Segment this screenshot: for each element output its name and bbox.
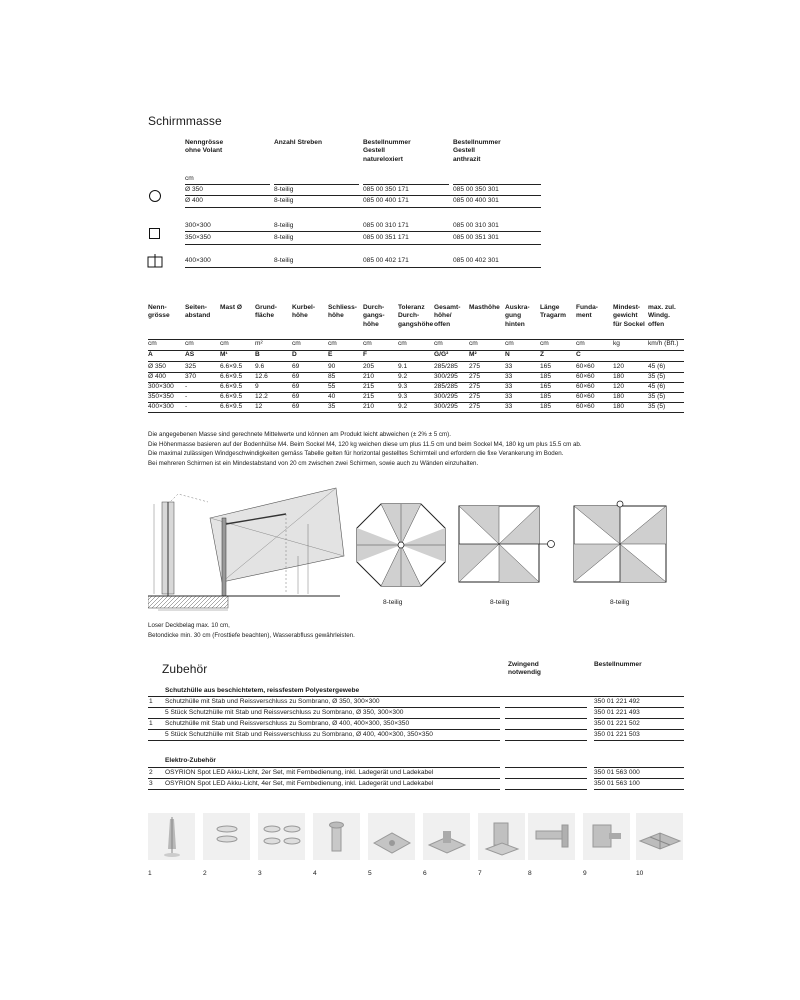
spec-header: Mast Ø (220, 304, 242, 311)
spec-cell: 350×350 (148, 393, 174, 400)
spec-cell: 60×60 (576, 393, 595, 400)
unit-cm: cm (185, 175, 194, 182)
order-anth-cell: 085 00 310 301 (453, 222, 499, 229)
rule (505, 767, 587, 768)
spec-cell: 60×60 (576, 383, 595, 390)
round-shape-icon (149, 190, 161, 202)
octagon-round-diagram (352, 498, 450, 592)
spec-header: Durch- gangs- höhe (363, 304, 385, 328)
spec-cell: 180 (613, 393, 625, 400)
rule (148, 778, 500, 779)
spec-cell: 33 (505, 373, 513, 380)
thumbnail-number: 1 (148, 870, 152, 877)
spec-cell: 275 (469, 383, 481, 390)
order-nat-cell: 085 00 402 171 (363, 257, 409, 264)
accessory-description: 5 Stück Schutzhülle mit Stab und Reissverschluss zu Sombrano, Ø 350, 300×300 (165, 709, 404, 716)
rule (185, 207, 541, 208)
size-cell: 350×350 (185, 234, 211, 241)
spec-unit: cm (292, 340, 301, 347)
rule (505, 729, 587, 730)
spec-header: Gesamt- höhe/ offen (434, 304, 461, 328)
spec-unit: cm (540, 340, 549, 347)
spec-cell: - (185, 403, 188, 410)
spec-cell: 6.6×9.5 (220, 383, 243, 390)
section-title-schirmmasse: Schirmmasse (148, 114, 222, 128)
spec-unit: cm (185, 340, 194, 347)
accessory-image (258, 813, 305, 860)
spec-header: Grund- fläche (255, 304, 277, 320)
rule (505, 789, 587, 790)
accessory-number: 1 (149, 720, 153, 727)
rule (148, 350, 684, 351)
spec-cell: - (185, 383, 188, 390)
struts-cell: 8-teilig (274, 186, 294, 193)
spec-cell: 6.6×9.5 (220, 403, 243, 410)
spec-cell: 69 (292, 393, 300, 400)
order-anth-cell: 085 00 402 301 (453, 257, 499, 264)
spec-cell: 45 (6) (648, 383, 666, 390)
spec-cell: 45 (6) (648, 363, 666, 370)
order-anth-cell: 085 00 400 301 (453, 197, 499, 204)
spec-cell: 120 (613, 363, 625, 370)
spec-cell: 325 (185, 363, 197, 370)
spec-unit: cm (576, 340, 585, 347)
thumbnail-number: 5 (368, 870, 372, 877)
spec-cell: 35 (5) (648, 403, 666, 410)
spec-cell: 12 (255, 403, 263, 410)
rectangle-diagram (566, 500, 676, 586)
rule (148, 740, 500, 741)
header-zwingend: Zwingend notwendig (508, 661, 541, 677)
size-cell: Ø 400 (185, 197, 203, 204)
thumbnail-number: 7 (478, 870, 482, 877)
spec-unit: cm (505, 340, 514, 347)
order-anth-cell: 085 00 350 301 (453, 186, 499, 193)
spec-cell: 285/285 (434, 363, 458, 370)
spec-cell: Ø 350 (148, 363, 166, 370)
rule (594, 718, 684, 719)
rule (185, 231, 541, 232)
rule (594, 767, 684, 768)
spec-cell: 180 (613, 373, 625, 380)
rule (505, 707, 587, 708)
spec-cell: 300/295 (434, 373, 458, 380)
spec-cell: 9.3 (398, 393, 408, 400)
spec-cell: 69 (292, 373, 300, 380)
spec-cell: 9.1 (398, 363, 408, 370)
notes-block (148, 430, 668, 468)
accessory-image (148, 813, 195, 860)
rule (148, 718, 500, 719)
spec-cell: 12.2 (255, 393, 268, 400)
rule (185, 184, 270, 185)
thumbnail-number: 8 (528, 870, 532, 877)
spec-header: Schliess- höhe (328, 304, 357, 320)
spec-unit: cm (398, 340, 407, 347)
spec-cell: 275 (469, 363, 481, 370)
header-bestell-nat: Bestellnummer Gestell natureloxiert (363, 139, 411, 163)
order-nat-cell: 085 00 350 171 (363, 186, 409, 193)
spec-cell: 33 (505, 363, 513, 370)
spec-cell: 9 (255, 383, 259, 390)
spec-code: AS (185, 351, 195, 358)
diagram-label: 8-teilig (383, 599, 403, 606)
accessory-order-number: 350 01 221 493 (594, 709, 640, 716)
foundation-note-1: Loser Deckbelag max. 10 cm, (148, 622, 230, 629)
struts-cell: 8-teilig (274, 257, 294, 264)
order-nat-cell: 085 00 351 171 (363, 234, 409, 241)
spec-header: Nenn- grösse (148, 304, 170, 320)
spec-cell: 6.6×9.5 (220, 363, 243, 370)
spec-cell: 185 (540, 403, 552, 410)
spec-cell: 60×60 (576, 373, 595, 380)
spec-code: B (255, 351, 260, 358)
spec-cell: 60×60 (576, 403, 595, 410)
spec-code: F (363, 351, 368, 358)
spec-cell: 6.6×9.5 (220, 373, 243, 380)
spec-cell: 275 (469, 373, 481, 380)
spec-code: E (328, 351, 333, 358)
size-cell: 300×300 (185, 222, 211, 229)
spec-header: Kurbel- höhe (292, 304, 316, 320)
spec-cell: 40 (328, 393, 336, 400)
spec-cell: 215 (363, 393, 375, 400)
umbrella-side-drawing (148, 484, 348, 616)
accessory-image (583, 813, 630, 860)
accessory-number: 3 (149, 780, 153, 787)
accessory-image (203, 813, 250, 860)
accessory-description: Schutzhülle mit Stab und Reissverschluss zu Sombrano, Ø 400, 400×300, 350×350 (165, 720, 410, 727)
spec-cell: 370 (185, 373, 197, 380)
header-anzahl-streben: Anzahl Streben (274, 139, 322, 146)
spec-cell: 165 (540, 383, 552, 390)
spec-cell: 69 (292, 363, 300, 370)
rule (185, 267, 541, 268)
spec-header: max. zul. Windg. offen (648, 304, 676, 328)
spec-unit: cm (148, 340, 157, 347)
accessory-number: 2 (149, 769, 153, 776)
spec-cell: 69 (292, 403, 300, 410)
spec-header: Auskra- gung hinten (505, 304, 530, 328)
spec-cell: 9.2 (398, 403, 408, 410)
rule (453, 184, 541, 185)
rule (148, 729, 500, 730)
rule (148, 767, 500, 768)
spec-cell: 210 (363, 373, 375, 380)
rule (594, 729, 684, 730)
group-title: Elektro-Zubehör (165, 757, 216, 764)
accessory-description: OSYRION Spot LED Akku-Licht, 4er Set, mit Fernbedienung, inkl. Ladegerät und Ladekabel (165, 780, 434, 787)
spec-cell: 35 (5) (648, 393, 666, 400)
spec-cell: 9.2 (398, 373, 408, 380)
accessory-image (368, 813, 415, 860)
section-title-zubehor: Zubehör (162, 662, 208, 676)
accessory-order-number: 350 01 221 492 (594, 698, 640, 705)
accessory-image (313, 813, 360, 860)
rule (148, 412, 684, 413)
spec-cell: 275 (469, 393, 481, 400)
rule (148, 707, 500, 708)
spec-code: N (505, 351, 510, 358)
spec-cell: 205 (363, 363, 375, 370)
accessory-description: OSYRION Spot LED Akku-Licht, 2er Set, mit Fernbedienung, inkl. Ladegerät und Ladekabel (165, 769, 434, 776)
spec-cell: 9.3 (398, 383, 408, 390)
accessory-order-number: 350 01 563 000 (594, 769, 640, 776)
spec-cell: 215 (363, 383, 375, 390)
spec-unit: m² (255, 340, 263, 347)
square-shape-icon (149, 228, 160, 239)
spec-cell: 33 (505, 383, 513, 390)
accessory-image (423, 813, 470, 860)
order-nat-cell: 085 00 400 171 (363, 197, 409, 204)
spec-cell: 90 (328, 363, 336, 370)
foundation-note-2: Betondicke min. 30 cm (Frosttiefe beachten), Wasserabfluss gewährleisten. (148, 632, 355, 639)
spec-unit: cm (220, 340, 229, 347)
spec-cell: 55 (328, 383, 336, 390)
header-nenngroesse: Nenngrösse ohne Volant (185, 139, 224, 155)
accessory-image (528, 813, 575, 860)
accessory-number: 1 (149, 698, 153, 705)
rule (185, 195, 541, 196)
accessory-description: 5 Stück Schutzhülle mit Stab und Reissverschluss zu Sombrano, Ø 400, 400×300, 350×350 (165, 731, 433, 738)
diagram-label: 8-teilig (490, 599, 510, 606)
spec-header: Toleranz Durch- gangshöhe (398, 304, 434, 328)
spec-cell: 35 (5) (648, 373, 666, 380)
note-line: Die Höhenmasse basieren auf der Bodenhülse M4. Beim Sockel M4, 120 kg weichen diese um plus 11.5 cm und beim Sockel M4, 180 kg um plus 15.5 cm ab. (148, 440, 582, 448)
accessory-image (636, 813, 683, 860)
spec-cell: 120 (613, 383, 625, 390)
spec-unit: cm (363, 340, 372, 347)
spec-cell: 69 (292, 383, 300, 390)
accessory-order-number: 350 01 563 100 (594, 780, 640, 787)
rule (148, 789, 500, 790)
spec-cell: 165 (540, 363, 552, 370)
spec-header: Funda- ment (576, 304, 598, 320)
thumbnail-number: 9 (583, 870, 587, 877)
thumbnail-number: 3 (258, 870, 262, 877)
rect-shape-icon (147, 254, 163, 268)
square-diagram (455, 500, 559, 586)
spec-cell: 60×60 (576, 363, 595, 370)
thumbnail-number: 6 (423, 870, 427, 877)
struts-cell: 8-teilig (274, 197, 294, 204)
rule (363, 184, 449, 185)
rule (148, 361, 684, 362)
rule (505, 778, 587, 779)
rule (185, 244, 541, 245)
rule (505, 718, 587, 719)
accessory-description: Schutzhülle mit Stab und Reissverschluss zu Sombrano, Ø 350, 300×300 (165, 698, 380, 705)
spec-cell: 285/285 (434, 383, 458, 390)
rule (148, 696, 684, 697)
accessory-order-number: 350 01 221 503 (594, 731, 640, 738)
spec-code: D (292, 351, 297, 358)
spec-code: Z (540, 351, 545, 358)
spec-unit: cm (469, 340, 478, 347)
thumbnail-number: 4 (313, 870, 317, 877)
rule (594, 789, 684, 790)
group-title: Schutzhülle aus beschichtetem, reissfestem Polyestergewebe (165, 687, 360, 694)
header-bestell-anth: Bestellnummer Gestell anthrazit (453, 139, 501, 163)
order-nat-cell: 085 00 310 171 (363, 222, 409, 229)
spec-cell: 9.6 (255, 363, 265, 370)
spec-header: Seiten- abstand (185, 304, 211, 320)
spec-unit: cm (328, 340, 337, 347)
note-line: Bei mehreren Schirmen ist ein Mindestabstand von 20 cm zwischen zwei Schirmen, sowie auch zu Wänden einzuhalten. (148, 459, 479, 467)
spec-header: Länge Tragarm (540, 304, 567, 320)
spec-cell: 33 (505, 403, 513, 410)
spec-cell: 33 (505, 393, 513, 400)
spec-cell: 400×300 (148, 403, 174, 410)
rule (274, 184, 359, 185)
rule (594, 707, 684, 708)
spec-cell: 180 (613, 403, 625, 410)
spec-code: G/G² (434, 351, 449, 358)
accessory-image (478, 813, 525, 860)
rule (505, 740, 587, 741)
struts-cell: 8-teilig (274, 234, 294, 241)
note-line: Die maximal zulässigen Windgeschwindigkeiten gemäss Tabelle gelten für horizontal gestelltes Schirmteil und erfordern die fixe Verankerung im Boden. (148, 450, 564, 458)
thumbnail-number: 10 (636, 870, 644, 877)
spec-cell: 185 (540, 373, 552, 380)
spec-code: M¹ (220, 351, 228, 358)
spec-unit: km/h (Bft.) (648, 340, 679, 347)
spec-code: M² (469, 351, 477, 358)
diagram-label: 8-teilig (610, 599, 630, 606)
spec-cell: 300/295 (434, 403, 458, 410)
spec-header: Masthöhe (469, 304, 500, 311)
spec-code: A (148, 351, 153, 358)
spec-cell: 85 (328, 373, 336, 380)
spec-unit: cm (434, 340, 443, 347)
spec-cell: 185 (540, 393, 552, 400)
spec-cell: 300/295 (434, 393, 458, 400)
order-anth-cell: 085 00 351 301 (453, 234, 499, 241)
spec-cell: 12.6 (255, 373, 268, 380)
size-cell: Ø 350 (185, 186, 203, 193)
spec-unit: kg (613, 340, 620, 347)
spec-cell: 35 (328, 403, 336, 410)
spec-cell: Ø 400 (148, 373, 166, 380)
spec-cell: - (185, 393, 188, 400)
spec-header: Mindest- gewicht für Sockel (613, 304, 645, 328)
spec-cell: 210 (363, 403, 375, 410)
struts-cell: 8-teilig (274, 222, 294, 229)
spec-code: C (576, 351, 581, 358)
rule (594, 740, 684, 741)
spec-cell: 6.6×9.5 (220, 393, 243, 400)
note-line: Die angegebenen Masse sind gerechnete Mittelwerte und können am Produkt leicht abweichen (± 2% ± 5 cm). (148, 431, 451, 438)
accessory-order-number: 350 01 221 502 (594, 720, 640, 727)
header-bestellnummer: Bestellnummer (594, 661, 642, 668)
spec-cell: 275 (469, 403, 481, 410)
rule (594, 778, 684, 779)
spec-cell: 300×300 (148, 383, 174, 390)
size-cell: 400×300 (185, 257, 211, 264)
thumbnail-number: 2 (203, 870, 207, 877)
